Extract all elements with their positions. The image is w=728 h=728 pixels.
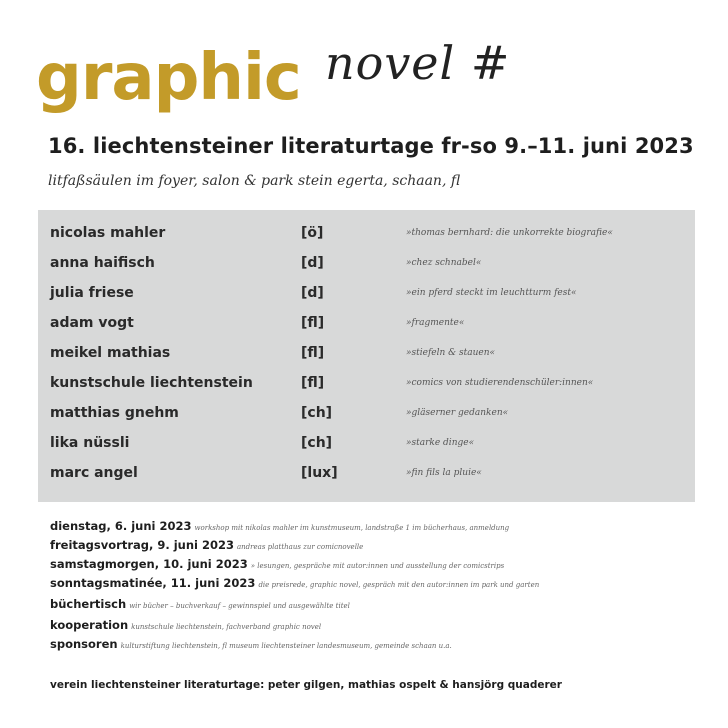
schedule-item <box>50 572 539 591</box>
lineup-panel <box>38 210 695 502</box>
lineup-row <box>38 220 695 250</box>
artist-name: anna haifisch <box>50 255 155 271</box>
artist-name: adam vogt <box>50 315 134 331</box>
schedule-label: freitagsvortrag, 9. juni 2023 <box>50 538 234 552</box>
artist-work: »fin fils la pluie« <box>406 468 482 478</box>
artist-work: »starke dinge« <box>406 438 475 448</box>
schedule-label: sponsoren <box>50 637 118 651</box>
artist-country: [ch] <box>301 405 333 421</box>
lineup-row <box>38 370 695 400</box>
artist-country: [fl] <box>301 345 325 361</box>
artist-country: [ö] <box>301 225 324 241</box>
artist-name: matthias gnehm <box>50 405 179 421</box>
venue-line: litfaßsäulen im foyer, salon & park stein egerta, schaan, fl <box>48 173 461 189</box>
artist-country: [fl] <box>301 315 325 331</box>
schedule-label: dienstag, 6. juni 2023 <box>50 519 192 533</box>
schedule-label: kooperation <box>50 618 129 632</box>
artist-name: marc angel <box>50 465 138 481</box>
lineup-row <box>38 280 695 310</box>
artist-work: »ein pferd steckt im leuchtturm fest« <box>406 288 577 298</box>
schedule-item <box>50 553 504 572</box>
artist-country: [fl] <box>301 375 325 391</box>
lineup-row <box>38 310 695 340</box>
schedule-text: » lesungen, gespräche mit autor:innen und ausstellung der comicstrips <box>250 562 505 570</box>
schedule-item <box>50 515 509 534</box>
schedule-label: samstagmorgen, 10. juni 2023 <box>50 557 248 571</box>
artist-work: »fragmente« <box>406 318 465 328</box>
artist-name: lika nüssli <box>50 435 130 451</box>
schedule-item <box>50 593 350 612</box>
schedule-item <box>50 633 452 652</box>
artist-name: meikel mathias <box>50 345 171 361</box>
organizer-footer: verein liechtensteiner literaturtage: peter gilgen, mathias ospelt & hansjörg quaderer <box>50 679 562 691</box>
artist-work: »gläserner gedanken« <box>406 408 509 418</box>
title-novel: novel # <box>325 36 511 90</box>
schedule-text: wir bücher – buchverkauf – gewinnspiel und ausgewählte titel <box>129 602 350 610</box>
title-graphic: graphic <box>36 41 301 115</box>
artist-work: »chez schnabel« <box>406 258 482 268</box>
schedule-label: sonntagsmatinée, 11. juni 2023 <box>50 576 256 590</box>
schedule-item <box>50 534 363 553</box>
artist-work: »thomas bernhard: die unkorrekte biografie« <box>406 228 613 238</box>
event-subtitle: 16. liechtensteiner literaturtage fr-so 9.–11. juni 2023 <box>48 134 694 158</box>
artist-country: [d] <box>301 255 324 271</box>
schedule-text: workshop mit nikolas mahler im kunstmuseum, landstraße 1 im bücherhaus, anmeldung <box>194 524 510 532</box>
artist-name: kunstschule liechtenstein <box>50 375 253 391</box>
schedule-item <box>50 614 321 633</box>
lineup-row <box>38 430 695 460</box>
lineup-row <box>38 400 695 430</box>
lineup-row <box>38 340 695 370</box>
schedule-label: büchertisch <box>50 597 127 611</box>
schedule-text: kulturstiftung liechtenstein, fl museum liechtensteiner landesmuseum, gemeinde schaan u.a. <box>120 642 452 650</box>
artist-country: [lux] <box>301 465 338 481</box>
schedule-text: kunstschule liechtenstein, fachverband graphic novel <box>131 623 322 631</box>
artist-work: »comics von studierendenschüler:innen« <box>406 378 594 388</box>
lineup-row <box>38 250 695 280</box>
schedule-text: die preisrede, graphic novel, gespräch mit den autor:innen im park und garten <box>258 581 540 589</box>
artist-name: julia friese <box>50 285 134 301</box>
artist-country: [ch] <box>301 435 333 451</box>
lineup-row <box>38 460 695 490</box>
artist-work: »stiefeln & stauen« <box>406 348 496 358</box>
artist-country: [d] <box>301 285 324 301</box>
artist-name: nicolas mahler <box>50 225 166 241</box>
schedule-text: andreas platthaus zur comicnovelle <box>237 543 364 551</box>
